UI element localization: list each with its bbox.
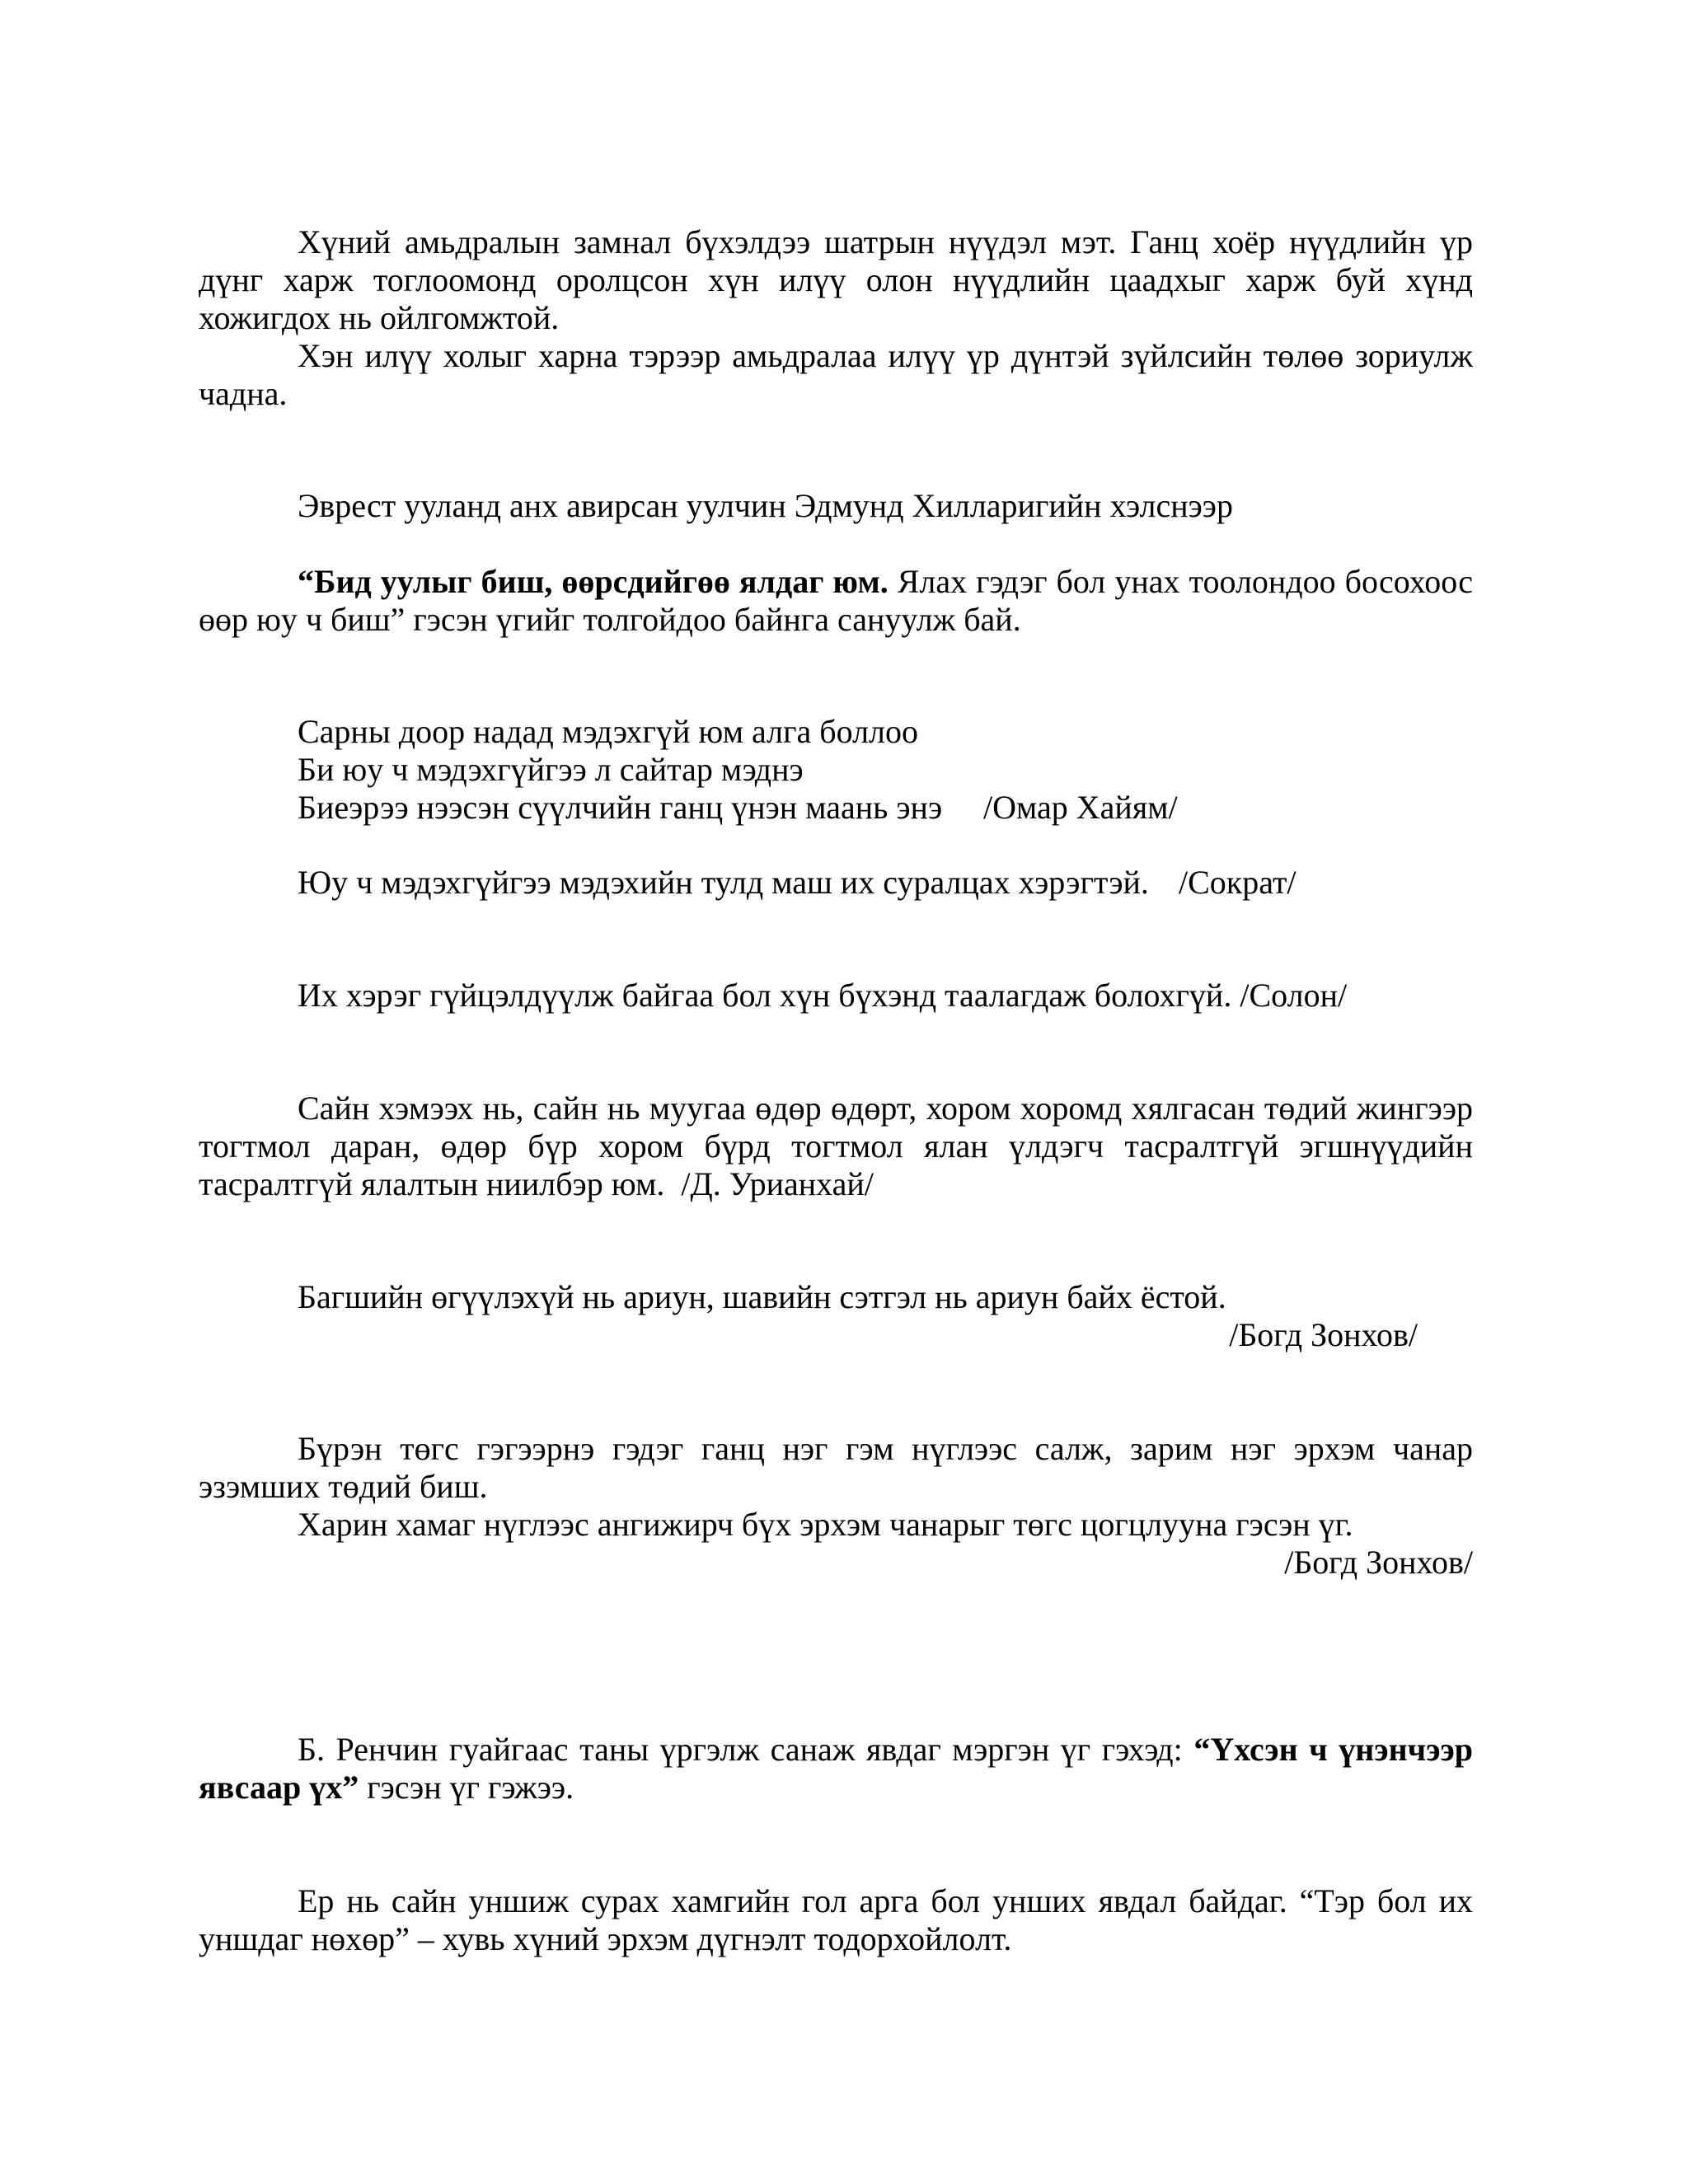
zonkhov-author-1: /Богд Зонхов/ xyxy=(1229,1316,1418,1353)
uriankhai-section xyxy=(199,1090,1481,1203)
poem-line: Сарны доор надад мэдэхгүй юм алга боллоо xyxy=(298,713,918,750)
intro-section xyxy=(199,223,1473,413)
solon-quote: Их хэрэг гүйцэлдүүлж байгаа бол хүн бүхэнд таалагдаж болохгүй. /Солон/ xyxy=(298,977,1348,1014)
chess-paragraph: Хүний амьдралын замнал бүхэлдээ шатрын нүүдэл мэт. Ганц хоёр нүүдлийн үр дүнг харж тоглоомонд оролцсон хүн илүү олон нүүдлийн цаадхыг харж буй хүнд хожигдох нь ойлгомжтой. xyxy=(199,223,1473,336)
hillary-quote-section xyxy=(199,563,1473,639)
vision-paragraph: Хэн илүү холыг харна тэрээр амьдралаа илүү үр дүнтэй зүйлсийн төлөө зориулж чадна. xyxy=(199,337,1473,412)
hillary-quote xyxy=(199,563,1473,639)
zonkhov-quote-1-section xyxy=(199,1278,1473,1354)
socrates-quote: Юу ч мэдэхгүйгээ мэдэхийн тулд маш их суралцах хэрэгтэй. xyxy=(298,864,1149,901)
renchin-quote-bold: “Үхсэн ч үнэнчээр явсаар үх” xyxy=(199,1731,1474,1806)
socrates-author: /Сократ/ xyxy=(1179,864,1296,901)
solon-section xyxy=(199,977,1473,1015)
zonkhov-quote-2: Бүрэн төгс гэгээрнэ гэдэг ганц нэг гэм нүглээс салж, зарим нэг эрхэм чанар эзэмших төдий биш. xyxy=(199,1430,1473,1505)
renchin-paragraph xyxy=(199,1731,1473,1807)
everest-intro: Эврест ууланд анх авирсан уулчин Эдмунд Хилларигийн хэлснээр xyxy=(298,487,1233,524)
zonkhov-quote-2-section xyxy=(199,1430,1473,1582)
poem-line: Би юу ч мэдэхгүйгээ л сайтар мэднэ xyxy=(298,751,804,788)
zonkhov-author-2: /Богд Зонхов/ xyxy=(1284,1544,1473,1581)
hillary-quote-bold: “Бид уулыг биш, өөрсдийгөө ялдаг юм. xyxy=(298,563,889,600)
uriankhai-quote: Сайн хэмээх нь, сайн нь муугаа өдөр өдөрт, хором хоромд хялгасан төдий жингээр тогтмол даран, өдөр бүр хором бүрд тогтмол ялан үлдэгч тасралтгүй эгшнүүдийн тасралтгүй ялалтын ниилбэр юм. /Д. Урианхай/ xyxy=(199,1090,1481,1202)
zonkhov-quote-1: Багшийн өгүүлэхүй нь ариун, шавийн сэтгэл нь ариун байх ёстой. xyxy=(298,1278,1226,1315)
reading-paragraph: Ер нь сайн уншиж сурах хамгийн гол арга бол унших явдал байдаг. “Тэр бол их уншдаг нөхөр” – хувь хүний эрхэм дүгнэлт тодорхойлолт. xyxy=(199,1882,1473,1957)
khayyam-poem xyxy=(199,713,1473,827)
everest-section xyxy=(199,487,1473,525)
hillary-quote-rest: Ялах гэдэг бол унах тоолондоо босохоос өөр юу ч биш” гэсэн үгийг толгойдоо байнга сануулж бай. xyxy=(199,563,1474,638)
renchin-outro: гэсэн үг гэжээ. xyxy=(359,1769,574,1806)
renchin-intro: Б. Ренчин гуайгаас таны үргэлж санаж явдаг мэргэн үг гэхэд: xyxy=(298,1731,1194,1768)
renchin-section xyxy=(199,1731,1473,1807)
khayyam-author: /Омар Хайям/ xyxy=(983,789,1178,826)
reading-section xyxy=(199,1882,1473,1958)
poem-line: Биеэрээ нээсэн сүүлчийн ганц үнэн маань энэ xyxy=(298,789,943,826)
zonkhov-quote-2-continued: Харин хамаг нүглээс ангижирч бүх эрхэм чанарыг төгс цогцлууна гэсэн үг. xyxy=(298,1506,1353,1543)
